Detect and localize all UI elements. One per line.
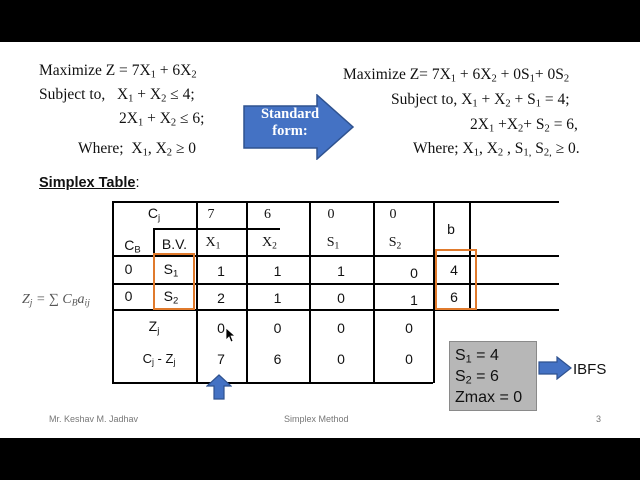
standard-form-arrow: [243, 94, 355, 160]
solution-s2: $S_2 = 6$: [455, 368, 499, 387]
row-basic-variable: $S_2$: [163, 288, 179, 307]
var-header: $S_1$: [326, 235, 340, 252]
cj-value: 0: [389, 207, 397, 222]
ibfs-arrow-icon: [538, 356, 572, 380]
var-header: $S_2$: [388, 235, 402, 252]
cj-zj-value: 0: [405, 351, 413, 367]
var-header: $X_2$: [262, 235, 277, 252]
cj-zj-value: 0: [337, 351, 345, 367]
table-hline: [112, 201, 559, 203]
footer-author: Mr. Keshav M. Jadhav: [49, 414, 139, 424]
row-b: 4: [450, 262, 458, 278]
row-b: 6: [450, 289, 458, 305]
solution-box: [449, 341, 537, 411]
ibfs-label: IBFS: [573, 361, 607, 378]
cj-value: 0: [327, 207, 335, 222]
zj-value: 0: [273, 320, 282, 336]
footer-page-number: 3: [596, 414, 602, 424]
row-value: 1: [217, 263, 225, 279]
table-hline: [153, 228, 280, 230]
cj-zj-value: 6: [273, 351, 282, 367]
constraint-1-line: Subject to, $X_1 + X_2 \le 4$;: [39, 86, 195, 105]
std-objective-line: Maximize $Z= 7X_1 + 6X_2 + 0S_1+ 0S_2$: [343, 66, 570, 85]
footer-title: Simplex Method: [284, 414, 349, 424]
row-value: 1: [337, 263, 345, 279]
zj-value: 0: [337, 320, 345, 336]
row-value: 1: [410, 292, 418, 308]
row-value: 0: [337, 290, 345, 306]
zj-formula: $Z_j$ = ∑ $C_Ba_{ij}$: [22, 292, 90, 309]
std-nonneg-line: Where; $X_1$, $X_2$ , $S_{1,}$ $S_{2,} \ge 0$.: [413, 140, 580, 159]
b-column-highlight: [435, 249, 477, 310]
simplex-table-title: Simplex Table:: [39, 175, 140, 191]
solution-zmax: Zmax = 0: [455, 389, 523, 406]
row-value: 2: [217, 290, 225, 306]
zj-value: 0: [405, 320, 413, 336]
nonneg-line: Where; $X_1$, $X_2 \ge 0$: [78, 140, 197, 159]
cj-label: $C_j$: [147, 205, 161, 224]
basic-variables-highlight: [153, 253, 195, 310]
row-value: 1: [273, 290, 282, 306]
mouse-pointer-icon: [225, 327, 237, 343]
std-constraint-1-line: Subject to, $X_1 + X_2 + S_1 = 4$;: [391, 91, 570, 110]
cj-zj-value: 7: [217, 351, 225, 367]
solution-s1: $S_1 = 4$: [455, 347, 499, 366]
row-value: 1: [273, 263, 282, 279]
var-header: $X_1$: [205, 235, 221, 252]
objective-line: Maximize $Z = 7X_1 + 6X_2$: [39, 62, 197, 81]
entering-column-up-arrow-icon: [206, 374, 232, 400]
zj-label: $Z_j$: [148, 318, 160, 337]
row-basic-variable: $S_1$: [163, 261, 179, 280]
constraint-2-line: $2X_1 + X_2 \le 6$;: [119, 110, 205, 129]
row-value: 0: [410, 265, 418, 281]
row-cb: 0: [124, 288, 133, 304]
std-constraint-2-line: $2X_1 +X_2+ S_2 = 6$,: [470, 116, 578, 135]
cj-zj-label: $C_j - Z_j$: [142, 351, 176, 368]
table-hline: [112, 382, 433, 384]
cj-value: 6: [264, 207, 271, 222]
slide: [0, 42, 640, 438]
standard-form-label: Standard form:: [260, 106, 320, 139]
row-cb: 0: [124, 261, 133, 277]
b-header: b: [447, 221, 455, 237]
cb-label: $C_B$: [124, 237, 141, 256]
bv-label: B.V.: [161, 236, 188, 252]
cj-value: 7: [207, 207, 215, 222]
zj-value: 0: [217, 320, 225, 336]
